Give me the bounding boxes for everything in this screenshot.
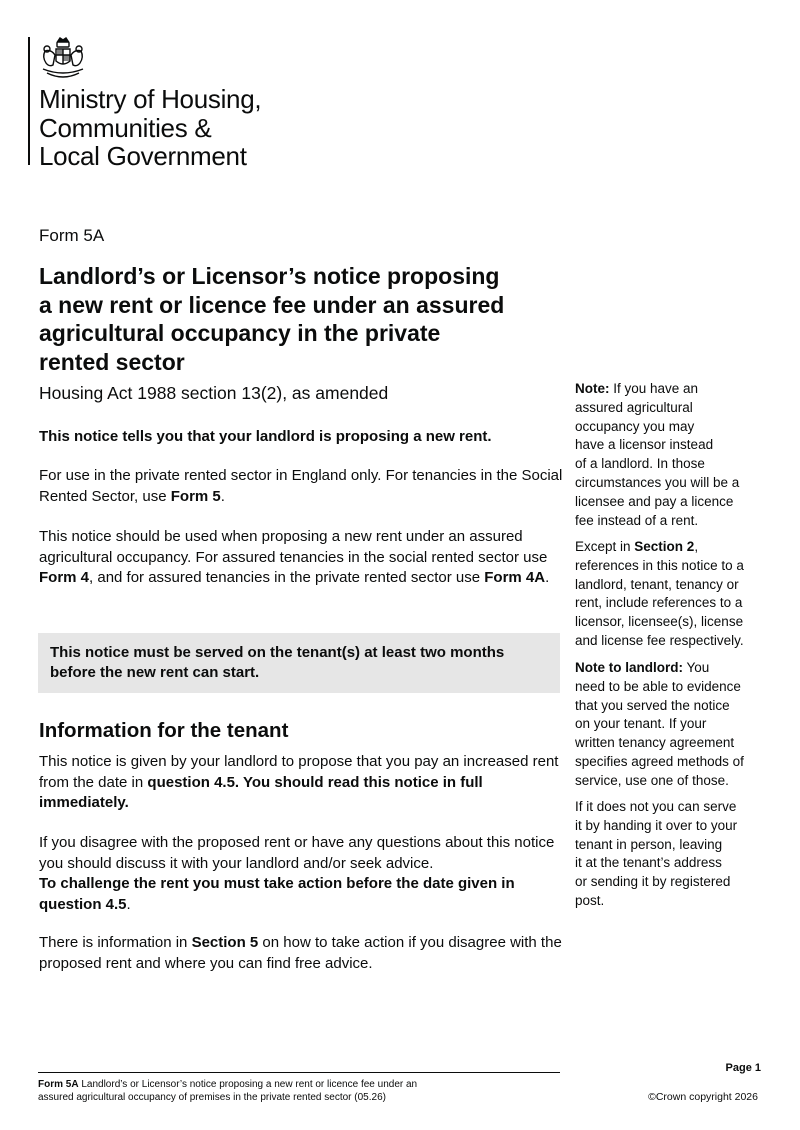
footer-divider [38,1072,560,1073]
except-text: and license fee respectively. [575,632,744,648]
page-number: Page 1 [725,1062,761,1074]
landlord-note-text: written tenancy agreement [575,735,735,751]
tenant-info-text: There is information in [39,934,192,951]
service-method-text: it at the tenant’s address [575,855,722,871]
service-method-text: post. [575,892,605,908]
title-line: rented sector [39,348,185,375]
form-choice-text-end: . [545,569,550,586]
landlord-note-text: on your tenant. If your [575,716,707,732]
department-name [39,85,309,171]
tenant-info-heading: Information for the tenant [39,719,289,742]
note-text: If you have an [609,381,699,396]
note-text: fee instead of a rent. [575,512,699,528]
footer-form-number: Form 5A [38,1079,79,1090]
landlord-note-text: need to be able to evidence [575,678,741,694]
service-method-text: If it does not you can serve [575,799,737,814]
department-name-line: Ministry of Housing, [39,84,262,114]
tenant-info-text: This notice is given by your landlord to propose that you pay an increased rent from the date in [39,753,559,791]
except-text: Except in [575,539,635,554]
form-4-reference: Form 4 [39,569,90,586]
department-name-line: Communities & [39,112,212,143]
form-choice-text-middle: , and for assured tenancies in the private rented sector use [89,569,485,586]
tenant-info-emphasis: question 4.5. You should read this notice in full immediately. [39,773,483,811]
copyright-notice: ©Crown copyright 2026 [648,1091,758,1103]
except-text: licensor, licensee(s), license [575,614,744,630]
challenge-instruction: To challenge the rent you must take action before the date given in question 4.5 [39,875,515,913]
footer-form-description [38,1078,498,1104]
tenant-info-paragraph-3 [39,933,564,974]
note-text: assured agricultural [575,399,693,415]
service-deadline-callout: This notice must be served on the tenant(s) at least two months before the new rent can start. [38,633,560,693]
legislation-reference: Housing Act 1988 section 13(2), as amended [39,383,389,403]
note-text: of a landlord. In those [575,456,705,472]
except-text: rent, include references to a [575,595,743,611]
footer-text-line: assured agricultural occupancy of premises in the private rented sector (05.26) [38,1092,386,1103]
landlord-note-text: You [683,660,710,675]
service-method-note [575,798,780,911]
except-text: , [694,539,699,554]
note-text: occupancy you may [575,418,695,434]
landlord-note [575,659,780,791]
usage-text: For use in the private rented sector in England only. For tenancies in the Social Rented Sector, use [39,467,563,505]
form-5-reference: Form 5 [170,487,221,505]
form-choice-text: This notice should be used when proposing a new rent under an assured agricultural occupancy. For assured tenancies in the social rented sector use [39,528,548,566]
usage-paragraph [39,466,564,507]
tenant-info-text-end: . [126,895,131,913]
service-method-text: or sending it by registered [575,874,731,890]
intro-statement: This notice tells you that your landlord is proposing a new rent. [39,428,492,445]
form-choice-paragraph [39,527,564,589]
except-text: landlord, tenant, tenancy or [575,576,739,592]
tenant-info-paragraph-2 [39,833,564,915]
title-line: Landlord’s or Licensor’s notice proposing [39,263,500,289]
except-text: references in this notice to a [575,557,744,573]
notice-title [39,262,529,376]
section-2-reference: Section 2 [634,539,695,554]
note-text: have a licensor instead [575,437,714,453]
form-number: Form 5A [39,226,105,245]
landlord-note-text: specifies agreed methods of [575,753,744,769]
footer-text-line: Landlord’s or Licensor’s notice proposing a new rent or licence fee under an [78,1079,418,1090]
landlord-note-text: that you served the notice [575,697,730,713]
service-method-text: tenant in person, leaving [575,836,723,852]
tenant-info-text-end: on how to take action if you disagree with the proposed rent and where you can find free advice. [39,934,562,972]
licensor-note [575,380,780,530]
note-text: circumstances you will be a [575,474,740,490]
title-line: a new rent or licence fee under an assured [39,291,505,318]
title-line: agricultural occupancy in the private [39,320,441,346]
terminology-note [575,538,780,651]
form-4a-reference: Form 4A [484,569,546,586]
service-method-text: it by handing it over to your [575,817,738,833]
department-name-line: Local Government [39,141,247,171]
department-logo [28,37,319,171]
section-5-reference: Section 5 [191,934,259,951]
tenant-info-paragraph-1 [39,752,564,814]
note-label: Note: [575,381,610,396]
landlord-note-label: Note to landlord: [575,660,683,675]
tenant-info-text: If you disagree with the proposed rent or have any questions about this notice you should discuss it with your landlord and/or seek advice. [39,834,555,872]
usage-text-end: . [220,487,225,505]
landlord-note-text: service, use one of those. [575,772,729,788]
royal-coat-of-arms-icon [39,37,87,81]
note-text: licensee and pay a licence [575,493,734,509]
